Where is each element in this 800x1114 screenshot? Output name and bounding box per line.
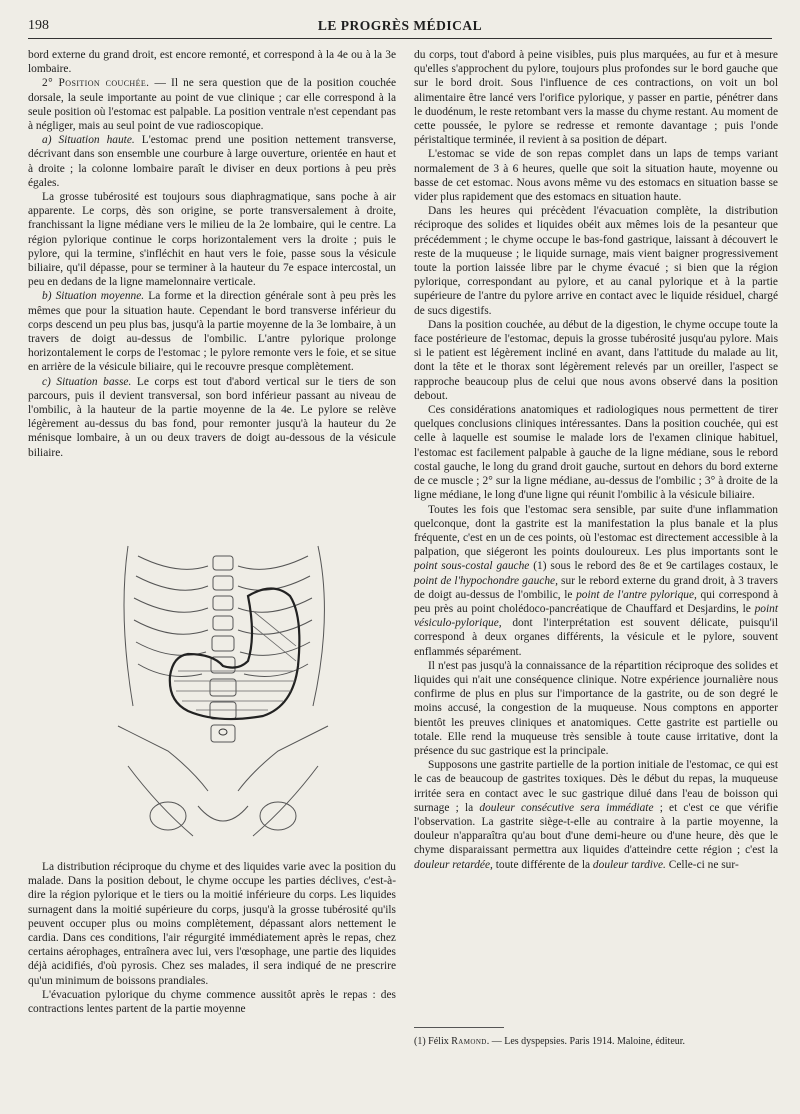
paragraph-body: La forme et la direction générale sont à peu près les mêmes que pour la situation haute. Cependant le bord transverse inférieur du corps descend un peu plus bas, jusqu'à la partie moyenne de la 3e lombaire, à un travers de doigt au-dessus de l'ombilic. L'antre pylorique prolonge horizontalement le corps de l'estomac ; le pylore remonte vers le foie, et se situe en arrière de la vésicule biliaire, qui le recouvre presque complètement. (28, 290, 396, 374)
paragraph: La grosse tubérosité est toujours sous diaphragmatique, sans poche à air apparente. Le corps, dès son origine, se porte transversalement à droite, franchissant la ligne médiane vers le milieu de la 2e lombaire, qui le centre. La région pylorique continue le corps horizontalement vers la droite ; puis le pylore, qui la termine, s'infléchit en haut vers le foie, passe sous la vésicule biliaire, qu'il dépasse, pour se terminer à la hauteur du 7e espace intercostal, un peu en dedans de la ligne mamelonnaire verticale. (28, 191, 396, 289)
paragraph-body: L'estomac prend une position nettement transverse, décrivant dans son ensemble une courbure à large ouverture, orientée en haut et à droite ; la colonne lombaire paraît le diviser en deux portions à peu près égales. (28, 134, 396, 189)
left-column-lower (28, 860, 396, 1016)
text-run: toute différente de la (492, 858, 593, 871)
text-run: (1) sous le rebord des 8e et 9e cartilages costaux, le (529, 560, 778, 573)
text-run: qui correspond à peu près au point cholédoco-pancréatique de Chauffard et Desjardins, le (414, 588, 779, 615)
section-lead: b) Situation moyenne. (42, 290, 145, 303)
section-lead: a) Situation haute. (42, 134, 135, 147)
text-run: sur le rebord externe du grand droit, à 3 travers de doigt au-dessus de l'ombilic, le (414, 574, 778, 601)
paragraph: Ces considérations anatomiques et radiologiques nous permettent de tirer quelques conclusions cliniques intéressantes. Dans la position couchée, qui est celle à laquelle est soumise le malade lors de l'examen clinique habituel, l'estomac est facilement palpable à gauche de la ligne médiane, sous le rebord costal gauche, le long du grand droit gauche, surtout en dehors du bord externe de ce muscle ; 2° sur la ligne médiane, au-dessus de l'ombilic ; 3° à droite de la ligne médiane, le long d'une ligne qui réunit l'ombilic à la vésicule biliaire. (414, 404, 778, 502)
paragraph (28, 133, 396, 190)
paragraph: La distribution réciproque du chyme et des liquides varie avec la position du malade. Dans la position debout, le chyme occupe les parties déclives, c'est-à-dire la région pylorique et le tiers ou la moitié inférieure du corps. Les liquides surnagent dans la moitié supérieure du corps, jusqu'à la grosse tubérosité qu'ils peuvent occuper plus ou moins complètement, dépassant alors nettement le cardia. Dans ces conditions, l'air régurgité immédiatement après le repas, chez certains aérophages, entraînera avec lui, vers l'œsophage, une partie des liquides déjà acidifiés, d'où pyrosis. Chez ses malades, il sera indiqué de ne prescrire qu'un minimum de boissons prandiales. (28, 861, 396, 987)
footnote (414, 1036, 778, 1049)
text-run: dont l'interprétation est souvent délicate, puisqu'il correspond à deux organes différents, la vésicule et le pylore, souvent enflammés séparément. (414, 617, 778, 658)
footnote-text: . — Les dyspepsies. Paris 1914. Maloine, éditeur. (486, 1036, 686, 1047)
text-run: Celle-ci ne sur- (665, 858, 739, 871)
page-number: 198 (28, 18, 49, 33)
footnote-text: (1) Félix (414, 1036, 452, 1047)
section-lead: 2° Position couchée. (42, 77, 150, 90)
pelvis-outline (118, 726, 328, 791)
paragraph: L'estomac se vide de son repas complet dans un laps de temps variant normalement de 3 à 6 heures, quelle que soit la situation haute, moyenne ou basse de cet estomac. Nous avons même vu des estomacs en situation basse se vider plus rapidement que des estomacs en situation haute. (414, 148, 778, 204)
page-header (28, 16, 772, 39)
paragraph (414, 503, 778, 659)
text-run: Toutes les fois que l'estomac sera sensible, par suite d'une inflammation quelconque, dont la gastrite est la manifestation la plus banale et la plus fréquente, c'est en un de ces points, où l'estomac est directement accessible à la palpation, que siégeront les points douloureux. Les plus importants sont le (414, 503, 778, 559)
right-column (414, 48, 778, 872)
umbilicus-marker (219, 729, 227, 735)
paragraph-body: Le corps est tout d'abord vertical sur le tiers de son parcours, puis il devient transversal, son bord inférieur passant au niveau de l'ombilic, à la hauteur de la partie moyenne de la 4e. Le pylore se relève légèrement au-dessus du bas fond, pour remonter jusqu'à la hauteur du 2e ménisque lombaire, à un ou deux travers de doigt au-dessous de la vésicule biliaire. (28, 375, 397, 459)
journal-title: LE PROGRÈS MÉDICAL (317, 18, 483, 33)
paragraph: Il n'est pas jusqu'à la connaissance de la répartition réciproque des solides et liquides qui n'ait une conséquence clinique. Notre expérience journalière nous confirme de plus en plus sur l'importance de la gastrite, ou de son degré le moins accusé, la congestion de la muqueuse. Nous comptons en apporter bientôt les preuves cliniques et anatomiques. Cette gastrite est partielle ou totale. Elle rend la muqueuse très sensible à toute cause irritative, dont la présence du suc gastrique est la principale. (414, 659, 778, 757)
paragraph (28, 289, 396, 374)
text-run: ; et c'est ce que vérifie l'observation. La gastrite siège-t-elle au contraire à la partie moyenne, la douleur n'apparaîtra qu'au bout d'une demi-heure ou d'une heure, dès que le chyme disparaissant permettra aux liquides d'atteindre cette région ; c'est la (414, 801, 779, 857)
left-column-upper (28, 48, 396, 460)
paragraph: Dans les heures qui précèdent l'évacuation complète, la distribution réciproque des solides et liquides obéit aux mêmes lois de la pesanteur que précédemment ; le chyme occupe le bas-fond gastrique, laissant à découvert le reste de la muqueuse ; le liquide surnage, mais vient baigner progressivement toute la portion laissée libre par le chyme évacué ; si bien que la région pylorique, correspondant au pylore, et au canal pylorique et à la partie supérieure de l'antre du pylore arrive en contact avec le liquide résiduel, chargé de sucs digestifs. (414, 205, 778, 317)
paragraph (28, 76, 396, 133)
italic-term: point sous-costal gauche (414, 560, 530, 573)
stomach-anatomy-figure (98, 536, 348, 856)
paragraph-body: — Il ne sera question que de la position couchée dorsale, la seule importante au point de vue clinique ; car elle correspond à la seule position où l'estomac est palpable. La position ventrale n'est cependant pas à négliger, mais au seul point de vue radioscopique. (28, 77, 397, 133)
text-run: Supposons une gastrite partielle de la portion initiale de l'estomac, ce qui est le cas de beaucoup de gastrites toxiques. Dès le début du repas, la muqueuse irritée sera en contact avec le suc gastrique dilué dans l'eau de boisson qui surnage ; la (414, 759, 778, 814)
paragraph: L'évacuation pylorique du chyme commence aussitôt après le repas : des contractions lentes partent de la partie moyenne (28, 988, 396, 1016)
paragraph: Dans la position couchée, au début de la digestion, le chyme occupe toute la face postérieure de l'estomac, depuis la grosse tubérosité jusqu'au pylore. Mais si le patient est légèrement incliné en avant, dans l'attitude du malade au lit, dont la tête et le thorax sont légèrement relevés par un oreiller, l'aspect se rapproche beaucoup plus de celui que nous avons observé dans la position debout. (414, 318, 778, 402)
paragraph (28, 375, 396, 460)
paragraph: du corps, tout d'abord à peine visibles, puis plus marquées, au fur et à mesure qu'elles s'approchent du pylore, toujours plus profondes sur le bord gauche que sur le bord droit. Sous l'influence de ces contractions, on voit un bol alimentaire être lancé vers l'orifice pylorique, y passer en partie, pénétrer dans le duodénum, le reste retombant vers la masse du chyme restant. Au moment de cette poussée, le pylore se redresse et remonte davantage ; puis l'onde péristaltique terminée, il revient à sa position de départ. (414, 49, 778, 147)
italic-term: point vésiculo-pylorique, (414, 602, 778, 630)
italic-term: point de l'antre pylorique, (576, 588, 697, 601)
italic-term: point de l'hypochondre gauche, (414, 574, 558, 587)
paragraph (414, 758, 778, 872)
italic-term: douleur consécutive sera immédiate (479, 801, 654, 814)
section-lead: c) Situation basse. (42, 375, 132, 388)
paragraph: bord externe du grand droit, est encore remonté, et correspond à la 4e ou à la 3e lombaire. (28, 49, 396, 76)
italic-term: douleur retardée, (414, 858, 493, 871)
spine (210, 556, 236, 742)
footnote-rule (414, 1027, 504, 1028)
footnote-author: Ramond (451, 1036, 487, 1047)
italic-term: douleur tardive. (592, 858, 666, 871)
